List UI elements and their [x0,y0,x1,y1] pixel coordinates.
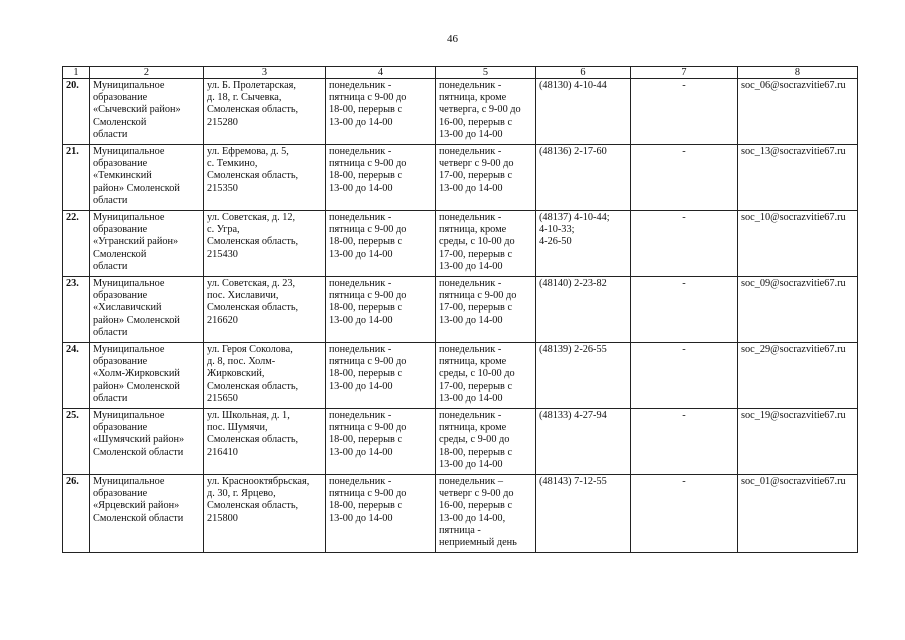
reception-hours-cell [436,79,536,145]
name-line: образование [93,422,148,434]
phone-line: (48139) 2-26-55 [539,344,607,355]
address-line: ул. Б. Пролетарская, [207,80,296,91]
municipality-name-cell [90,409,204,475]
hours2-line: четверг с 9-00 до [439,488,514,500]
column-header: 6 [536,67,631,79]
address-line: Смоленская область, [207,170,299,182]
hours2-line: 17-00, перерыв с [439,380,513,392]
address-cell [204,211,326,277]
address-line: Смоленская область, [207,380,299,392]
hours-line: пятница с 9-00 до [329,422,407,434]
hours-line: пятница с 9-00 до [329,224,407,236]
name-line: Смоленской области [93,512,184,524]
hours-line: 18-00, перерыв с [329,302,403,314]
address-line: д. 30, г. Ярцево, [207,488,276,500]
row-number-cell [63,211,90,277]
address-line: ул. Советская, д. 23, [207,278,296,289]
name-line: области [93,392,128,404]
email-cell [738,145,858,211]
hours2-line: среды, с 10-00 до [439,236,515,248]
address-line: ул. Героя Соколова, [207,344,293,355]
reception-hours-cell [436,211,536,277]
phone-line: (48136) 2-17-60 [539,146,607,157]
empty-value-dash: - [682,344,686,355]
hours2-line: 13-00 до 14-00 [439,392,503,404]
name-line: образование [93,290,148,302]
table-row [63,343,858,409]
column-7-cell [631,475,738,553]
reception-hours-cell [436,409,536,475]
hours2-line: пятница - [439,524,481,536]
column-7-cell [631,79,738,145]
reception-hours-cell [436,277,536,343]
hours2-line: понедельник - [439,278,502,289]
hours2-line: 13-00 до 14-00 [439,458,503,470]
row-number-cell [63,79,90,145]
email-address: soc_10@socrazvitie67.ru [741,212,846,223]
address-line: 216620 [207,314,238,326]
address-line: 215350 [207,182,238,194]
address-cell [204,79,326,145]
hours2-line: понедельник – [439,476,503,487]
name-line: области [93,128,128,140]
address-line: Смоленская область, [207,236,299,248]
hours-line: 13-00 до 14-00 [329,248,393,260]
hours-line: 13-00 до 14-00 [329,182,393,194]
hours2-line: понедельник - [439,80,502,91]
empty-value-dash: - [682,80,686,91]
working-hours-cell [326,79,436,145]
address-line: ул. Ефремова, д. 5, [207,146,289,157]
phone-cell [536,409,631,475]
table-row [63,409,858,475]
municipality-name-cell [90,211,204,277]
column-header: 8 [738,67,858,79]
column-7-cell [631,343,738,409]
empty-value-dash: - [682,146,686,157]
email-cell [738,277,858,343]
hours-line: 18-00, перерыв с [329,104,403,116]
hours-line: 18-00, перерыв с [329,236,403,248]
row-number-cell [63,277,90,343]
hours2-line: 13-00 до 14-00 [439,128,503,140]
hours2-line: 16-00, перерыв с [439,116,513,128]
hours2-line: 13-00 до 14-00 [439,314,503,326]
hours-line: 18-00, перерыв с [329,368,403,380]
column-7-cell [631,277,738,343]
phone-line: (48137) 4-10-44; [539,212,610,223]
hours-line: понедельник - [329,278,392,289]
hours-line: 13-00 до 14-00 [329,446,393,458]
hours2-line: 17-00, перерыв с [439,302,513,314]
hours-line: понедельник - [329,80,392,91]
address-cell [204,343,326,409]
address-line: д. 18, г. Сычевка, [207,92,282,104]
hours2-line: 18-00, перерыв с [439,446,513,458]
empty-value-dash: - [682,212,686,223]
phone-cell [536,475,631,553]
hours2-line: пятница, кроме [439,356,507,368]
hours-line: пятница с 9-00 до [329,158,407,170]
column-header: 5 [436,67,536,79]
address-cell [204,409,326,475]
table-row [63,79,858,145]
working-hours-cell [326,475,436,553]
working-hours-cell [326,409,436,475]
table-row [63,145,858,211]
name-line: «Сычевский район» [93,104,181,116]
hours-line: 13-00 до 14-00 [329,116,393,128]
hours-line: пятница с 9-00 до [329,290,407,302]
hours2-line: понедельник - [439,344,502,355]
address-line: с. Темкино, [207,158,258,170]
address-line: ул. Школьная, д. 1, [207,410,290,421]
name-line: Муниципальное [93,80,165,91]
hours2-line: 16-00, перерыв с [439,500,513,512]
hours2-line: понедельник - [439,212,502,223]
working-hours-cell [326,343,436,409]
address-line: пос. Хиславичи, [207,290,279,302]
address-line: Смоленская область, [207,500,299,512]
hours-line: пятница с 9-00 до [329,356,407,368]
hours2-line: 13-00 до 14-00 [439,260,503,272]
phone-cell [536,145,631,211]
hours-line: понедельник - [329,212,392,223]
table-row [63,475,858,553]
address-line: Смоленская область, [207,434,299,446]
hours2-line: среды, с 9-00 до [439,434,510,446]
hours-line: понедельник - [329,476,392,487]
offices-table [62,66,858,553]
email-cell [738,211,858,277]
phone-line: (48130) 4-10-44 [539,80,607,91]
hours2-line: пятница с 9-00 до [439,290,517,302]
name-line: образование [93,158,148,170]
name-line: области [93,260,128,272]
address-cell [204,145,326,211]
name-line: «Темкинский [93,170,152,182]
column-7-cell [631,211,738,277]
row-number-cell [63,475,90,553]
row-number: 23. [66,278,79,289]
address-line: пос. Шумячи, [207,422,268,434]
address-line: 215650 [207,392,238,404]
table-row [63,211,858,277]
column-header: 7 [631,67,738,79]
address-line: ул. Красноoктябрьская, [207,476,310,487]
address-line: 215280 [207,116,238,128]
hours-line: пятница с 9-00 до [329,92,407,104]
name-line: Муниципальное [93,278,165,289]
hours-line: 18-00, перерыв с [329,170,403,182]
row-number: 24. [66,344,79,355]
phone-cell [536,277,631,343]
address-line: 216410 [207,446,238,458]
hours-line: 13-00 до 14-00 [329,314,393,326]
email-cell [738,475,858,553]
hours2-line: пятница, кроме [439,224,507,236]
column-7-cell [631,145,738,211]
email-address: soc_29@socrazvitie67.ru [741,344,846,355]
address-cell [204,475,326,553]
name-line: Смоленской [93,116,147,128]
email-address: soc_13@socrazvitie67.ru [741,146,846,157]
address-line: с. Угра, [207,224,240,236]
hours2-line: четверга, с 9-00 до [439,104,521,116]
email-address: soc_09@socrazvitie67.ru [741,278,846,289]
row-number: 21. [66,146,79,157]
hours2-line: понедельник - [439,410,502,421]
phone-line: (48133) 4-27-94 [539,410,607,421]
address-line: Смоленская область, [207,302,299,314]
municipality-name-cell [90,277,204,343]
table-row [63,277,858,343]
name-line: образование [93,356,148,368]
email-address: soc_06@socrazvitie67.ru [741,80,846,91]
hours-line: понедельник - [329,410,392,421]
name-line: Муниципальное [93,146,165,157]
phone-cell [536,79,631,145]
empty-value-dash: - [682,410,686,421]
name-line: области [93,326,128,338]
name-line: образование [93,92,148,104]
phone-cell [536,343,631,409]
name-line: Муниципальное [93,476,165,487]
hours2-line: пятница, кроме [439,92,507,104]
name-line: Муниципальное [93,344,165,355]
address-line: Смоленская область, [207,104,299,116]
name-line: «Ярцевский район» [93,500,180,512]
phone-line: 4-26-50 [539,236,572,248]
name-line: Муниципальное [93,410,165,421]
hours-line: понедельник - [329,146,392,157]
row-number-cell [63,409,90,475]
working-hours-cell [326,277,436,343]
row-number: 20. [66,80,79,91]
empty-value-dash: - [682,278,686,289]
address-line: 215430 [207,248,238,260]
name-line: «Шумячский район» [93,434,185,446]
reception-hours-cell [436,343,536,409]
hours-line: 18-00, перерыв с [329,434,403,446]
row-number: 22. [66,212,79,223]
reception-hours-cell [436,475,536,553]
name-line: образование [93,488,148,500]
hours-line: пятница с 9-00 до [329,488,407,500]
municipality-name-cell [90,343,204,409]
page-number: 46 [447,33,458,45]
name-line: район» Смоленской [93,314,180,326]
phone-cell [536,211,631,277]
hours2-line: понедельник - [439,146,502,157]
email-cell [738,343,858,409]
name-line: район» Смоленской [93,380,180,392]
column-header: 3 [204,67,326,79]
name-line: «Хиславичский [93,302,162,314]
name-line: Смоленской области [93,446,184,458]
hours2-line: неприемный день [439,537,517,549]
municipality-name-cell [90,79,204,145]
hours2-line: 17-00, перерыв с [439,170,513,182]
name-line: «Угранский район» [93,236,179,248]
row-number-cell [63,145,90,211]
phone-line: (48143) 7-12-55 [539,476,607,487]
column-header: 4 [326,67,436,79]
municipality-name-cell [90,475,204,553]
name-line: образование [93,224,148,236]
name-line: район» Смоленской [93,182,180,194]
phone-line: (48140) 2-23-82 [539,278,607,289]
hours-line: 18-00, перерыв с [329,500,403,512]
hours-line: 13-00 до 14-00 [329,512,393,524]
name-line: «Холм-Жирковский [93,368,180,380]
hours2-line: пятница, кроме [439,422,507,434]
phone-line: 4-10-33; [539,224,575,236]
working-hours-cell [326,145,436,211]
row-number: 25. [66,410,79,421]
address-line: 215800 [207,512,238,524]
hours2-line: среды, с 10-00 до [439,368,515,380]
address-line: ул. Советская, д. 12, [207,212,296,223]
column-header: 1 [63,67,90,79]
address-line: Жирковский, [207,368,265,380]
hours2-line: 13-00 до 14-00 [439,182,503,194]
hours-line: 13-00 до 14-00 [329,380,393,392]
row-number-cell [63,343,90,409]
name-line: Муниципальное [93,212,165,223]
column-7-cell [631,409,738,475]
empty-value-dash: - [682,476,686,487]
municipality-name-cell [90,145,204,211]
column-header: 2 [90,67,204,79]
working-hours-cell [326,211,436,277]
hours2-line: четверг с 9-00 до [439,158,514,170]
table-body [63,79,858,553]
address-line: д. 8, пос. Холм- [207,356,276,368]
row-number: 26. [66,476,79,487]
header-row [63,67,858,79]
name-line: области [93,194,128,206]
reception-hours-cell [436,145,536,211]
hours2-line: 13-00 до 14-00, [439,512,506,524]
email-address: soc_19@socrazvitie67.ru [741,410,846,421]
email-cell [738,79,858,145]
email-address: soc_01@socrazvitie67.ru [741,476,846,487]
hours-line: понедельник - [329,344,392,355]
name-line: Смоленской [93,248,147,260]
hours2-line: 17-00, перерыв с [439,248,513,260]
email-cell [738,409,858,475]
address-cell [204,277,326,343]
